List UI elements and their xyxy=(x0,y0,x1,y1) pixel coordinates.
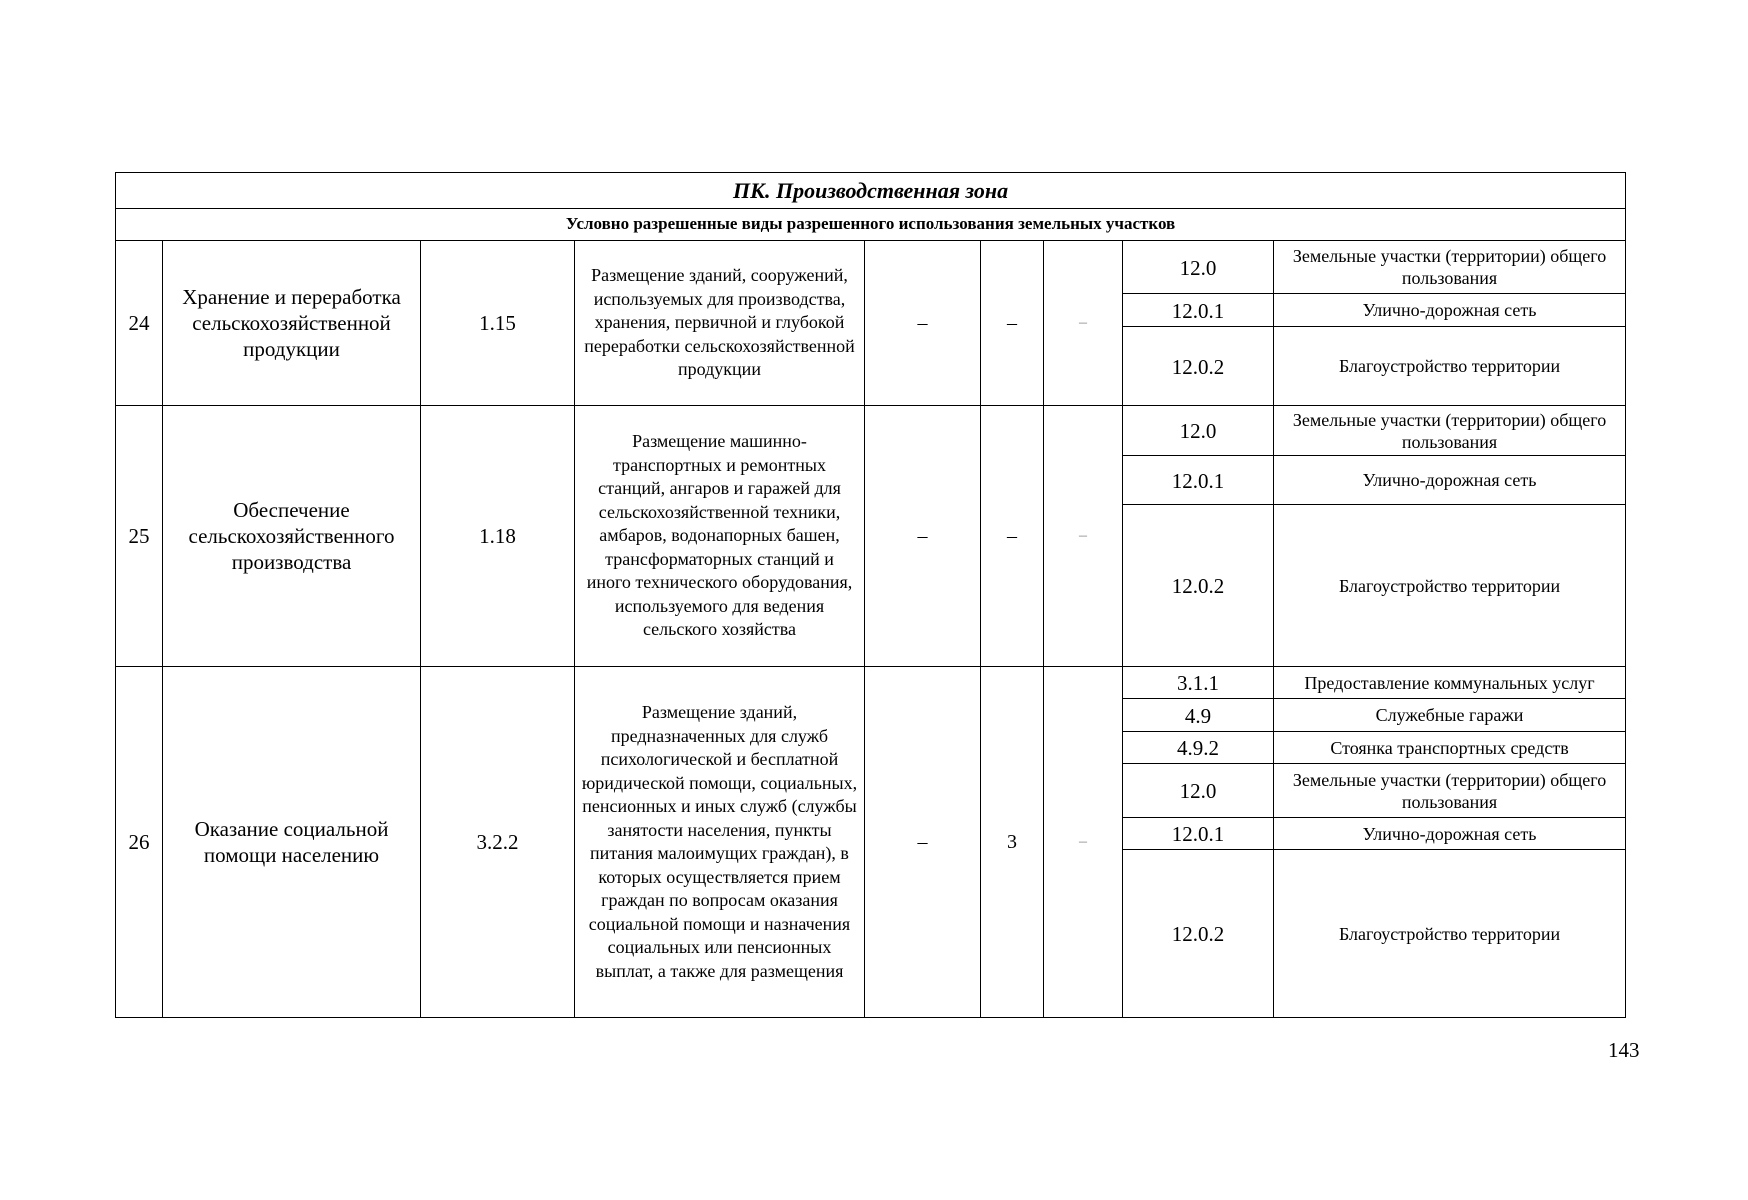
param-cell: 3 xyxy=(981,667,1044,1018)
aux-use-code: 12.0 xyxy=(1123,406,1274,456)
param-cell: – xyxy=(865,667,981,1018)
param-cell: – xyxy=(1044,241,1123,406)
table-row xyxy=(116,667,1626,699)
table-row xyxy=(116,241,1626,294)
aux-use-name: Предоставление коммунальных услуг xyxy=(1274,667,1626,699)
aux-use-code: 12.0.2 xyxy=(1123,505,1274,667)
param-cell: – xyxy=(1044,667,1123,1018)
section-title: Условно разрешенные виды разрешенного использования земельных участков xyxy=(116,209,1626,241)
aux-use-name: Служебные гаражи xyxy=(1274,699,1626,732)
aux-use-name: Благоустройство территории xyxy=(1274,505,1626,667)
row-number: 24 xyxy=(116,241,163,406)
row-number: 26 xyxy=(116,667,163,1018)
use-description: Размещение машинно-транспортных и ремонтных станций, ангаров и гаражей для сельскохозяйственной техники, амбаров, водонапорных башен, трансформаторных станций и иного технического оборудования, используемого для ведения сельского хозяйства xyxy=(575,406,865,667)
aux-use-name: Земельные участки (территории) общего пользования xyxy=(1274,764,1626,818)
aux-use-code: 12.0.1 xyxy=(1123,294,1274,327)
use-code: 1.15 xyxy=(421,241,575,406)
param-cell: – xyxy=(865,241,981,406)
use-description: Размещение зданий, предназначенных для служб психологической и бесплатной юридической помощи, социальных, пенсионных и иных служб (службы занятости населения, пункты питания малоимущих граждан), в которых осуществляется прием граждан по вопросам оказания социальной помощи и назначения социальных или пенсионных выплат, а также для размещения xyxy=(575,667,865,1018)
row-number: 25 xyxy=(116,406,163,667)
use-code: 3.2.2 xyxy=(421,667,575,1018)
zone-title: ПК. Производственная зона xyxy=(116,173,1626,209)
aux-use-name: Благоустройство территории xyxy=(1274,327,1626,406)
aux-use-code: 12.0 xyxy=(1123,241,1274,294)
aux-use-name: Стоянка транспортных средств xyxy=(1274,732,1626,764)
aux-use-code: 12.0.2 xyxy=(1123,850,1274,1018)
param-cell: – xyxy=(981,241,1044,406)
aux-use-name: Благоустройство территории xyxy=(1274,850,1626,1018)
aux-use-name: Земельные участки (территории) общего пользования xyxy=(1274,241,1626,294)
param-cell: – xyxy=(1044,406,1123,667)
use-name: Оказание социальной помощи населению xyxy=(163,667,421,1018)
page-number: 143 xyxy=(1608,1038,1640,1062)
param-cell: – xyxy=(981,406,1044,667)
aux-use-code: 12.0.2 xyxy=(1123,327,1274,406)
use-description: Размещение зданий, сооружений, используемых для производства, хранения, первичной и глубокой переработки сельскохозяйственной продукции xyxy=(575,241,865,406)
param-cell: – xyxy=(865,406,981,667)
aux-use-name: Улично-дорожная сеть xyxy=(1274,456,1626,505)
aux-use-code: 12.0 xyxy=(1123,764,1274,818)
aux-use-code: 12.0.1 xyxy=(1123,818,1274,850)
aux-use-code: 4.9.2 xyxy=(1123,732,1274,764)
aux-use-code: 12.0.1 xyxy=(1123,456,1274,505)
aux-use-code: 3.1.1 xyxy=(1123,667,1274,699)
use-code: 1.18 xyxy=(421,406,575,667)
use-name: Обеспечение сельскохозяйственного производства xyxy=(163,406,421,667)
aux-use-name: Земельные участки (территории) общего пользования xyxy=(1274,406,1626,456)
table-row xyxy=(116,406,1626,456)
use-name: Хранение и переработка сельскохозяйственной продукции xyxy=(163,241,421,406)
aux-use-code: 4.9 xyxy=(1123,699,1274,732)
aux-use-name: Улично-дорожная сеть xyxy=(1274,294,1626,327)
aux-use-name: Улично-дорожная сеть xyxy=(1274,818,1626,850)
land-use-table xyxy=(115,172,1626,1018)
